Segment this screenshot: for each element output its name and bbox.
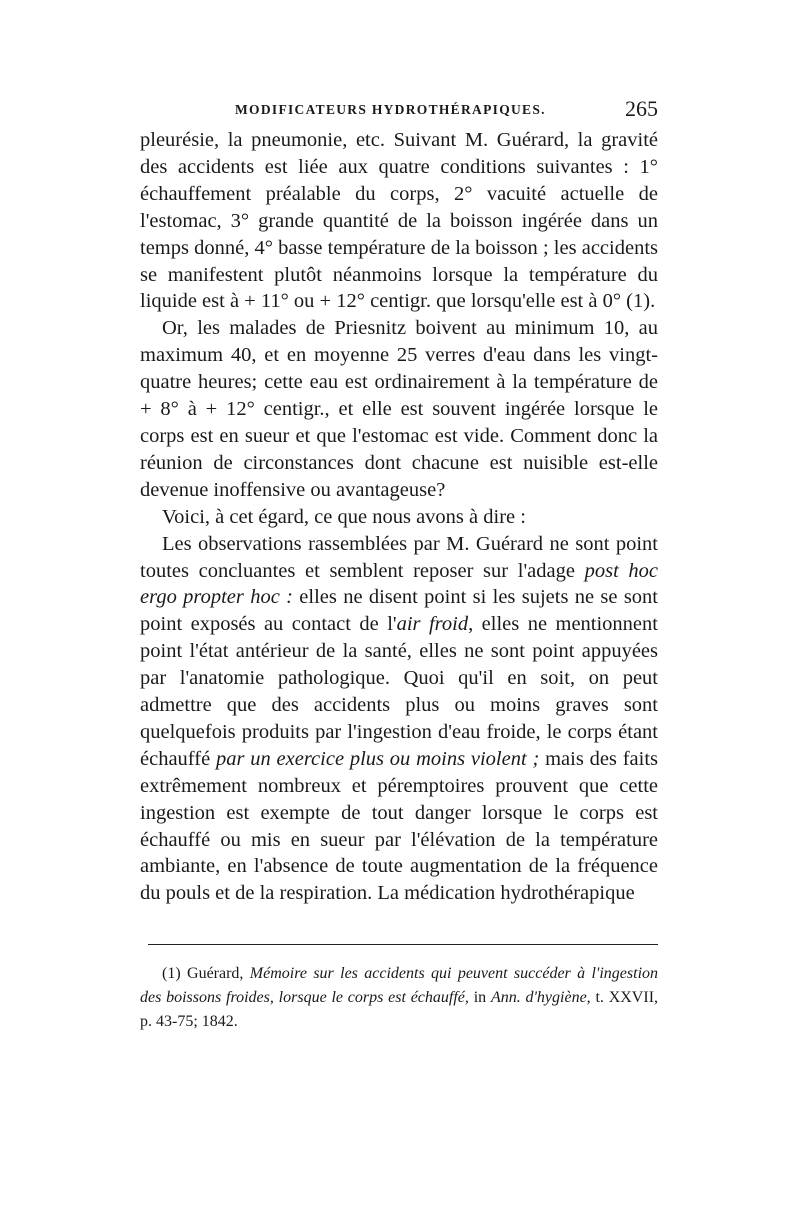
observations-text-3: , elles ne mentionnent point l'état antérieur de la santé, elles ne sont point appuyées par l'anatomie pathologique. Quoi qu'il en soit, on peut admettre que des accidents plus ou moins graves sont quelquefois produits par l'ingestion d'eau froide, le corps étant échauffé <box>140 613 658 770</box>
running-head <box>140 96 658 126</box>
paragraph-voici: Voici, à cet égard, ce que nous avons à dire : <box>162 505 526 528</box>
footnote-journal: Ann. d'hygiène, <box>490 989 591 1006</box>
adage-italic: post hoc ergo propter hoc : <box>140 559 659 609</box>
exercice-italic: par un exercice plus ou moins violent ; <box>215 747 540 770</box>
footnote-in: in <box>473 989 487 1006</box>
footnote-rule <box>148 944 658 945</box>
footnote <box>140 962 658 1034</box>
paragraph-continuation: pleurésie, la pneumonie, etc. Suivant M. Guérard, la gravité des accidents est liée aux quatre conditions suivantes : 1° échauffement préalable du corps, 2° vacuité actuelle de l'estomac, 3° grande quantité de la boisson ingérée dans un temps donné, 4° basse température de la boisson ; les accidents se manifestent plutôt néanmoins lorsque la température du liquide est à + 11° ou + 12° centigr. que lorsqu'elle est à 0° (1). <box>140 129 658 313</box>
page-number: 265 <box>625 96 658 121</box>
observations-text-4: mais des faits extrêmement nombreux et péremptoires prouvent que cette ingestion est exempte de tout danger lorsque le corps est échauffé ou mis en sueur par l'élévation de la température ambiante, en l'absence de toute augmentation de la fréquence du pouls et de la respiration. La médication hydrothérapique <box>140 747 658 905</box>
paragraph-observations <box>140 531 658 908</box>
air-froid-italic: air froid <box>396 613 469 636</box>
footnote-work-title: Mémoire sur les accidents qui peuvent succéder à l'ingestion des boissons froides, lorsque le corps est échauffé, <box>140 965 659 1006</box>
observations-text-2: elles ne disent point si les sujets ne se sont point exposés au contact de l' <box>140 586 659 636</box>
footnote-citation: t. XXVII, p. 43-75; 1842. <box>140 989 659 1030</box>
footnote-author: Guérard, <box>187 965 244 982</box>
footnote-marker: (1) <box>162 965 181 982</box>
paragraph-priesnitz: Or, les malades de Priesnitz boivent au minimum 10, au maximum 40, et en moyenne 25 verres d'eau dans les vingt-quatre heures; cette eau est ordinairement à la température de + 8° à + 12° centigr., et elle est souvent ingérée lorsque le corps est en sueur et que l'estomac est vide. Comment donc la réunion de circonstances dont chacune est nuisible est-elle devenue inoffensive ou avantageuse? <box>140 317 658 501</box>
observations-text-1: Les observations rassemblées par M. Guérard ne sont point toutes concluantes et semblent reposer sur l'adage <box>140 532 658 582</box>
body-text <box>140 127 658 907</box>
running-title: MODIFICATEURS HYDROTHÉRAPIQUES. <box>235 102 546 117</box>
